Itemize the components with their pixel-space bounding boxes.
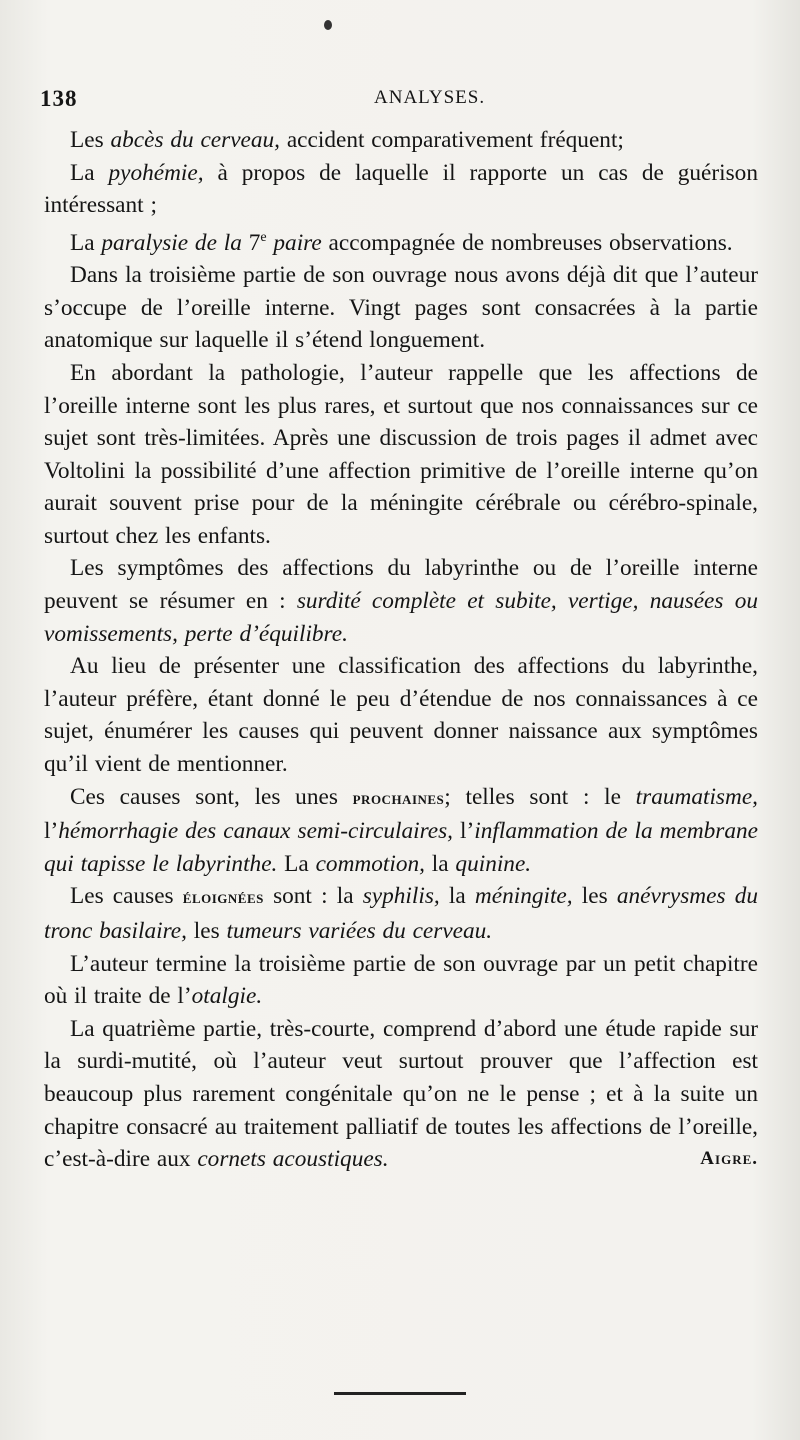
italic-text: surdité complète et subite, vertige, nausées ou vomissements, perte d’équilibre. [44,588,758,647]
author-signature: Aigre. [700,1148,758,1170]
text-run: La quatrième partie, très-courte, comprend d’abord une étude rapide sur la surdi-mutité, où l’auteur veut surtout prouver que l’affection est beaucoup plus rarement congénitale qu’on ne le pense ; et à la suite un chapitre consacré au traitement palliatif de toutes les affections de l’oreille, c’est-à-dire aux [44,1015,758,1173]
text-run: L’auteur termine la troisième partie de son ouvrage par un petit chapitre où il traite de l’ [44,950,758,1010]
italic-text: pyohémie, [108,159,204,186]
page-number: 138 [40,86,78,111]
small-caps-text: prochaines [352,787,445,809]
paragraph [44,650,758,780]
italic-text: commotion, [315,850,425,877]
text-run: En abordant la pathologie, l’auteur rappelle que les affections de l’oreille interne sont les plus rares, et surtout que nos connaissances sur ce sujet sont très-limitées. Après une discussion de trois pages il admet avec Voltolini la possibilité d’une affection primitive de l’oreille interne qu’on aurait souvent prise pour de la méningite cérébrale ou cérébro-spinale, surtout chez les enfants. [44,359,758,549]
italic-text: cornets acoustiques. [197,1146,389,1173]
italic-text: anévrysmes du tronc basilaire, [44,883,758,945]
italic-text: paire [266,229,322,256]
paragraph [44,552,758,650]
paragraph [44,157,758,222]
text-run: accompagnée de nombreuses observations. [321,229,733,256]
text-run: Les symptômes des affections du labyrinthe ou de l’oreille interne peuvent se résumer en : [44,555,758,615]
text-run: la [439,883,475,910]
text-run: sont : la [263,883,363,910]
text-run: Dans la troisième partie de son ouvrage nous avons déjà dit que l’auteur s’occupe de l’oreille interne. Vingt pages sont consacrées à la partie anatomique sur laquelle il s’étend longuement. [44,262,758,354]
paragraph [44,124,758,157]
text-run: l’ [453,818,475,845]
text-run: Les causes [70,883,183,910]
text-run: La [70,159,109,186]
text-run: ; telles sont : le [444,783,636,810]
italic-text: paralysie de la [101,229,242,256]
italic-text: tumeurs variées du cerveau. [226,918,493,945]
end-rule [334,1392,466,1395]
text-run: la [424,850,456,877]
paragraph [44,880,758,947]
body-text [44,124,758,1176]
text-run: 7 [241,229,261,256]
italic-text: quinine. [455,850,532,877]
paragraph [44,1013,758,1176]
text-run: les [186,918,227,945]
page-header [40,86,760,116]
text-run: l’ [44,818,59,845]
running-head: ANALYSES. [374,87,486,108]
italic-text: hémorrhagie des canaux semi-circulaires, [58,818,454,845]
text-run: La [70,229,102,256]
paragraph [44,781,758,881]
italic-text: syphilis, [362,883,440,910]
italic-text: traumatisme, [635,783,758,810]
text-run: accident comparativement fréquent; [280,127,624,153]
text-run: Ces causes sont, les unes [70,783,353,810]
italic-text: inflammation de la membrane qui tapisse le labyrinthe. [44,818,758,877]
text-run: Les [70,127,111,153]
italic-text: méningite, [474,883,573,910]
paragraph [44,357,758,553]
text-run: à propos de laquelle il rapporte un cas de guérison intéressant ; [44,159,758,219]
text-run: La [277,850,316,877]
italic-text: abcès du cerveau, [110,127,281,153]
text-run: les [572,883,617,910]
italic-text: otalgie. [191,983,263,1010]
ink-speck [324,20,332,30]
text-run: Au lieu de présenter une classification des affections du labyrinthe, l’auteur préfère, étant donné le peu d’étendue de nos connaissances à ce sujet, énumérer les causes qui peuvent donner naissance aux symptômes qu’il vient de mentionner. [44,653,758,778]
paragraph [44,259,758,357]
small-caps-text: éloignées [182,887,264,909]
paragraph [44,222,758,259]
superscript: e [260,229,267,245]
paragraph [44,948,758,1013]
